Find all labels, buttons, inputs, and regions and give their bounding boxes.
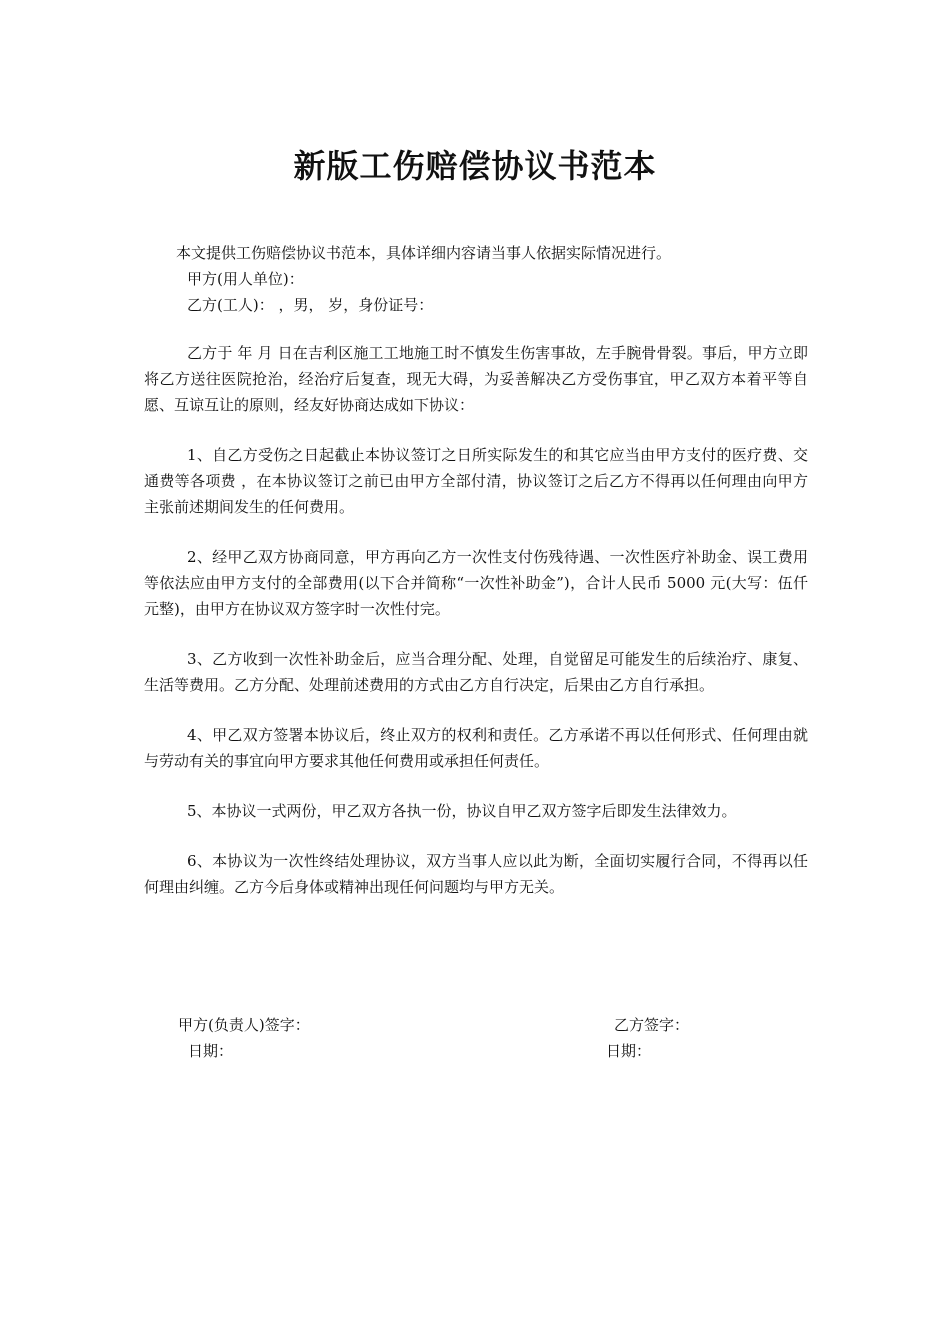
party-a-date-label: 日期：	[188, 1042, 234, 1060]
party-b-line: 乙方(工人)： ，男， 岁，身份证号：	[187, 296, 434, 314]
party-b-signature-label: 乙方签字：	[614, 1016, 690, 1034]
clause-1: 1、自乙方受伤之日起截止本协议签订之日所实际发生的和其它应当由甲方支付的医疗费、交通费等各项费 ，在本协议签订之前已由甲方全部付清，协议签订之后乙方不得再以任何理由向甲方主张前述期间发生的任何费用。	[144, 446, 808, 516]
clause-5: 5、本协议一式两份，甲乙双方各执一份，协议自甲乙双方签字后即发生法律效力。	[187, 802, 737, 820]
party-b-date-label: 日期：	[606, 1042, 652, 1060]
intro-summary: 本文提供工伤赔偿协议书范本，具体详细内容请当事人依据实际情况进行。	[176, 244, 672, 262]
clause-4: 4、甲乙双方签署本协议后，终止双方的权利和责任。乙方承诺不再以任何形式、任何理由就与劳动有关的事宜向甲方要求其他任何费用或承担任何责任。	[144, 726, 808, 770]
intro-block	[144, 240, 814, 318]
incident-paragraph: 乙方于 年 月 日在吉利区施工工地施工时不慎发生伤害事故，左手腕骨骨裂。事后，甲方立即将乙方送往医院抢治，经治疗后复查，现无大碍，为妥善解决乙方受伤事宜，甲乙双方本着平等自愿、互谅互让的原则，经友好协商达成如下协议：	[144, 344, 808, 414]
clause-2: 2、经甲乙双方协商同意，甲方再向乙方一次性支付伤残待遇、一次性医疗补助金、误工费用等依法应由甲方支付的全部费用(以下合并简称“一次性补助金”)，合计人民币 5000 元(大写：伍仟元整)，由甲方在协议双方签字时一次性付完。	[144, 548, 808, 618]
document-title: 新版工伤赔偿协议书范本	[293, 147, 657, 185]
clause-3: 3、乙方收到一次性补助金后，应当合理分配、处理，自觉留足可能发生的后续治疗、康复、生活等费用。乙方分配、处理前述费用的方式由乙方自行决定，后果由乙方自行承担。	[144, 650, 808, 694]
agreement-body	[144, 340, 808, 924]
party-a-line: 甲方(用人单位)：	[187, 270, 304, 288]
clause-6: 6、本协议为一次性终结处理协议，双方当事人应以此为断，全面切实履行合同，不得再以任何理由纠缠。乙方今后身体或精神出现任何问题均与甲方无关。	[144, 852, 808, 896]
party-a-signature-label: 甲方(负责人)签字：	[178, 1016, 310, 1034]
